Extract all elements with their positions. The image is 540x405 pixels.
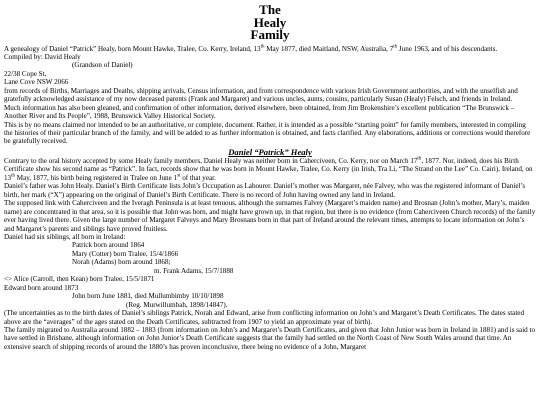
intro-paragraph bbox=[4, 45, 536, 53]
intro-sup-1: th bbox=[260, 44, 265, 50]
address-line-2: Lane Cove NSW 2066 bbox=[4, 78, 69, 87]
sibling-mary: Mary (Cotter) born Tralee, 15/4/1866 bbox=[72, 249, 179, 258]
norah-marriage: m. Frank Adams, 15/7/1888 bbox=[154, 266, 234, 275]
sources-paragraph: from records of Births, Marriages and Deaths, shipping arrivals, Census information, and from correspondence with various Irish Government authorities, and with the unselfish and gratefully acknowledged assistance of my now deceased parents (Frank and Margaret) and various uncles, aunts, cousins, particularly Susan (Healy) Felsch, and friends in Ireland. bbox=[4, 86, 518, 104]
title-line-family: Family bbox=[250, 27, 290, 42]
sibling-john: John born June 1881, died Mullumbimby 10/10/1898 bbox=[72, 292, 224, 301]
sibling-alice: <> Alice (Carroll, then Kean) born Tralee, 15/5/1871 bbox=[4, 275, 155, 284]
document-title bbox=[4, 0, 536, 42]
p1-sup-3: st bbox=[177, 173, 181, 179]
section-heading: Daniel “Patrick” Healy bbox=[228, 146, 312, 157]
intro-text-b: May 1877, died Maitland, NSW, Australia, 7 bbox=[264, 44, 394, 53]
body-paragraph-5: The family migrated to Australia around 1882 – 1883 (from information on John’s and Margaret’s Death Certificates, and given that John Junior was born in Ireland in 1881) and is said to have settled in Brisbane, although information on John Junior’s Death Certificate suggests that the family had settled on the North Coast of New South Wales around that time. An extensive search of shipping records of around the 1880’s has proven inconclusive, there being no evidence of a John, Margaret bbox=[4, 326, 535, 351]
title-line-the: The bbox=[259, 2, 281, 17]
intro-sup-2: th bbox=[393, 44, 398, 50]
p1-sup-2: th bbox=[11, 173, 15, 179]
intro-text-c: June 1963, and of his descendants. bbox=[397, 44, 498, 53]
sibling-norah: Norah (Adams) born around 1868; bbox=[72, 258, 171, 267]
john-registration: (Reg. Murwillumbah, 1898/14847). bbox=[126, 300, 228, 309]
sibling-patrick: Patrick born around 1864 bbox=[72, 241, 145, 250]
body-paragraph-3: The supposed link with Caherciveen and the Iveragh Peninsula is at least tenuous, although the surnames Falvey (Margaret’s maiden name) and Brosnan (John’s mother, Mary’s, maiden name) are concentrated in that area, so it is possible that John was born, and might have grown up, in that region, but there is no evidence (from Caherciveen Church records) of the family ever having lived there. Given the large number of Margaret Falveys and Mary Brosnans born in that part of Ireland around the relevant times, attempts to locate information on John’s and Margaret’s parents and siblings have proved fruitless. bbox=[4, 199, 536, 233]
compiled-by: Compiled by: David Healy bbox=[4, 52, 81, 61]
sibling-edward: Edward born around 1873 bbox=[4, 283, 79, 292]
intro-text-a: A genealogy of Daniel “Patrick” Healy, born Mount Hawke, Tralee, Co. Kerry, Ireland, 13 bbox=[4, 44, 261, 53]
disclaimer-paragraph: This is by no means claimed nor intended to be an authoritative, or complete, document. Rather, it is intended as a possible “starting point” for family members, interested in compiling the histories of their particular branch of the family, and will be added to as further information is obtained, and facts clarified. Any elaborations, additions or corrections would therefore be gratefully received. bbox=[4, 120, 531, 146]
body-paragraph-4: (The uncertainties as to the birth dates of Daniel’s siblings Patrick, Norah and Edward, arise from conflicting information on John’s and Margaret’s Death Certificates. The dates stated above are the “averages” of the ages stated on the Death Certificates, subtracted from 1907 to yield an approximate year of birth). bbox=[4, 309, 524, 326]
p1-text-d: of that year. bbox=[180, 173, 216, 182]
p1-text-b: , 1877. Nor, indeed, does his Birth Certificate show his second name as “Patrick”. In fact, records show that he was born in Mount Hawke, Tralee, Co. Kerry (in Irish, Tra Li, “The Strand on the Lee” Co. Cairi), Ireland, on 13 bbox=[4, 156, 533, 182]
body-paragraph-1 bbox=[4, 157, 536, 182]
p1-text-a: Contrary to the oral history accepted by some Healy family members, Daniel Healy was neither born in Caherciveen, Co. Kerry, nor on March 17 bbox=[4, 156, 418, 165]
siblings-intro: Daniel had six siblings, all born in Ireland: bbox=[4, 233, 126, 242]
grandson-note: (Grandson of Daniel) bbox=[72, 61, 133, 70]
p1-sup-1: th bbox=[417, 156, 422, 162]
title-line-healy: Healy bbox=[253, 14, 287, 30]
gleaned-paragraph: Much information has also been gleaned, and confirmation of other information, derived elsewhere, been obtained, from Jim Brokenshire’s excellent publication “The Brunswick – Another River and Its People”, 1988, Brunswick Valley Historical Society. bbox=[4, 103, 515, 121]
address-line-1: 22/38 Cope St, bbox=[4, 69, 47, 78]
body-paragraph-2: Daniel’s father was John Healy. Daniel’s Birth Certificate lists John’s Occupation as Labourer. Daniel’s mother was Margaret, née Falvey, who was the registered informant of Daniel’s birth, her mark (“X”) appearing on the original of Daniel’s Birth Certificate. There is no record of John having owned any land in Ireland. bbox=[4, 182, 526, 199]
p1-text-c: May, 1877, his birth being registered in Tralee on June 1 bbox=[14, 173, 178, 182]
